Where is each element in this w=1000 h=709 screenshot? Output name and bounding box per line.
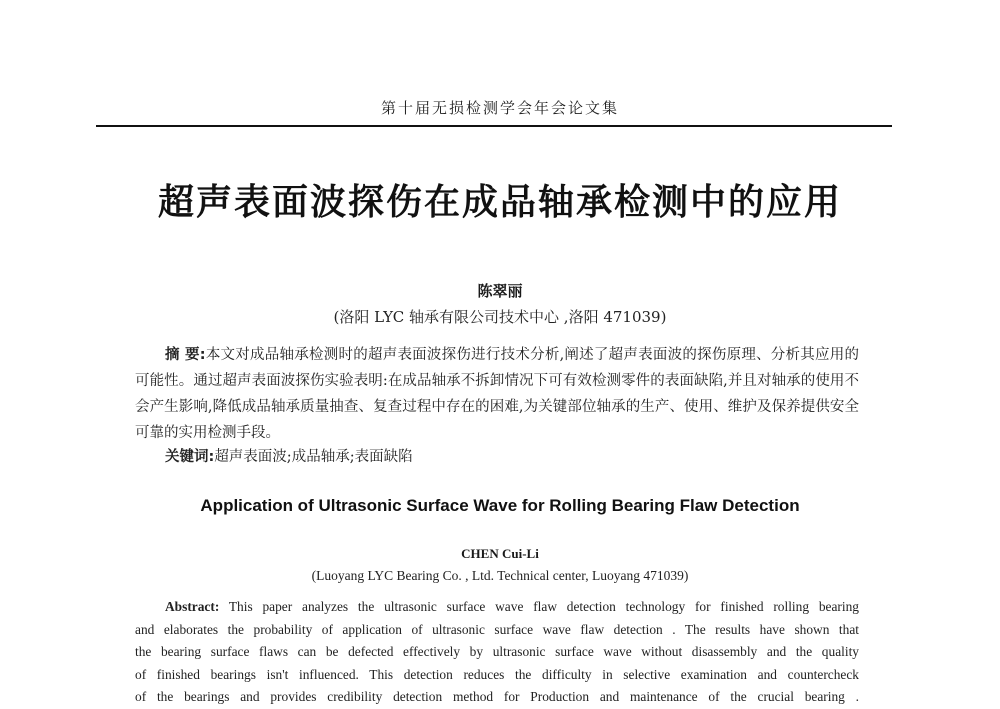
chinese-title: 超声表面波探伤在成品轴承检测中的应用 bbox=[157, 182, 842, 223]
chinese-keywords bbox=[165, 445, 413, 466]
chinese-keywords-text: 超声表面波;成品轴承;表面缺陷 bbox=[214, 449, 413, 465]
english-abstract bbox=[135, 596, 859, 709]
english-abstract-line: of the bearings and provides credibility detection method for Production and maintenance of the crucial bearing . bbox=[135, 689, 859, 705]
chinese-abstract-label: 摘 要: bbox=[165, 347, 206, 363]
chinese-keywords-label: 关键词: bbox=[165, 449, 215, 465]
chinese-author: 陈翠丽 bbox=[477, 282, 523, 300]
english-affiliation: (Luoyang LYC Bearing Co. , Ltd. Technical center, Luoyang 471039) bbox=[311, 568, 689, 583]
chinese-abstract-text: 本文对成品轴承检测时的超声表面波探伤进行技术分析,阐述了超声表面波的探伤原理、分析其应用的可能性。通过超声表面波探伤实验表明:在成品轴承不拆卸情况下可有效检测零件的表面缺陷,并且对轴承的使用不会产生影响,降低成品轴承质量抽查、复查过程中存在的困难,为关键部位轴承的生产、使用、维护及保养提供安全可靠的实用检测手段。 bbox=[135, 347, 859, 441]
english-title: Application of Ultrasonic Surface Wave for Rolling Bearing Flaw Detection bbox=[200, 496, 800, 515]
english-author: CHEN Cui-Li bbox=[461, 546, 539, 561]
english-abstract-label: Abstract: bbox=[165, 599, 220, 614]
running-header: 第十届无损检测学会年会论文集 bbox=[380, 99, 619, 117]
english-abstract-line: Abstract: This paper analyzes the ultrasonic surface wave flaw detection technology for finished rolling bearing bbox=[135, 596, 859, 619]
header-rule bbox=[96, 125, 892, 127]
english-abstract-line: the bearing surface flaws can be defected effectively by ultrasonic surface wave without disassembly and the quality bbox=[135, 644, 859, 660]
chinese-abstract bbox=[135, 342, 859, 446]
english-abstract-line: and elaborates the probability of application of ultrasonic surface wave flaw detection . The results have shown that bbox=[135, 621, 859, 637]
english-abstract-line: of finished bearings isn't influenced. This detection reduces the difficulty in selective examination and countercheck bbox=[135, 666, 859, 682]
chinese-affiliation: (洛阳 LYC 轴承有限公司技术中心 ,洛阳 471039) bbox=[333, 308, 667, 326]
